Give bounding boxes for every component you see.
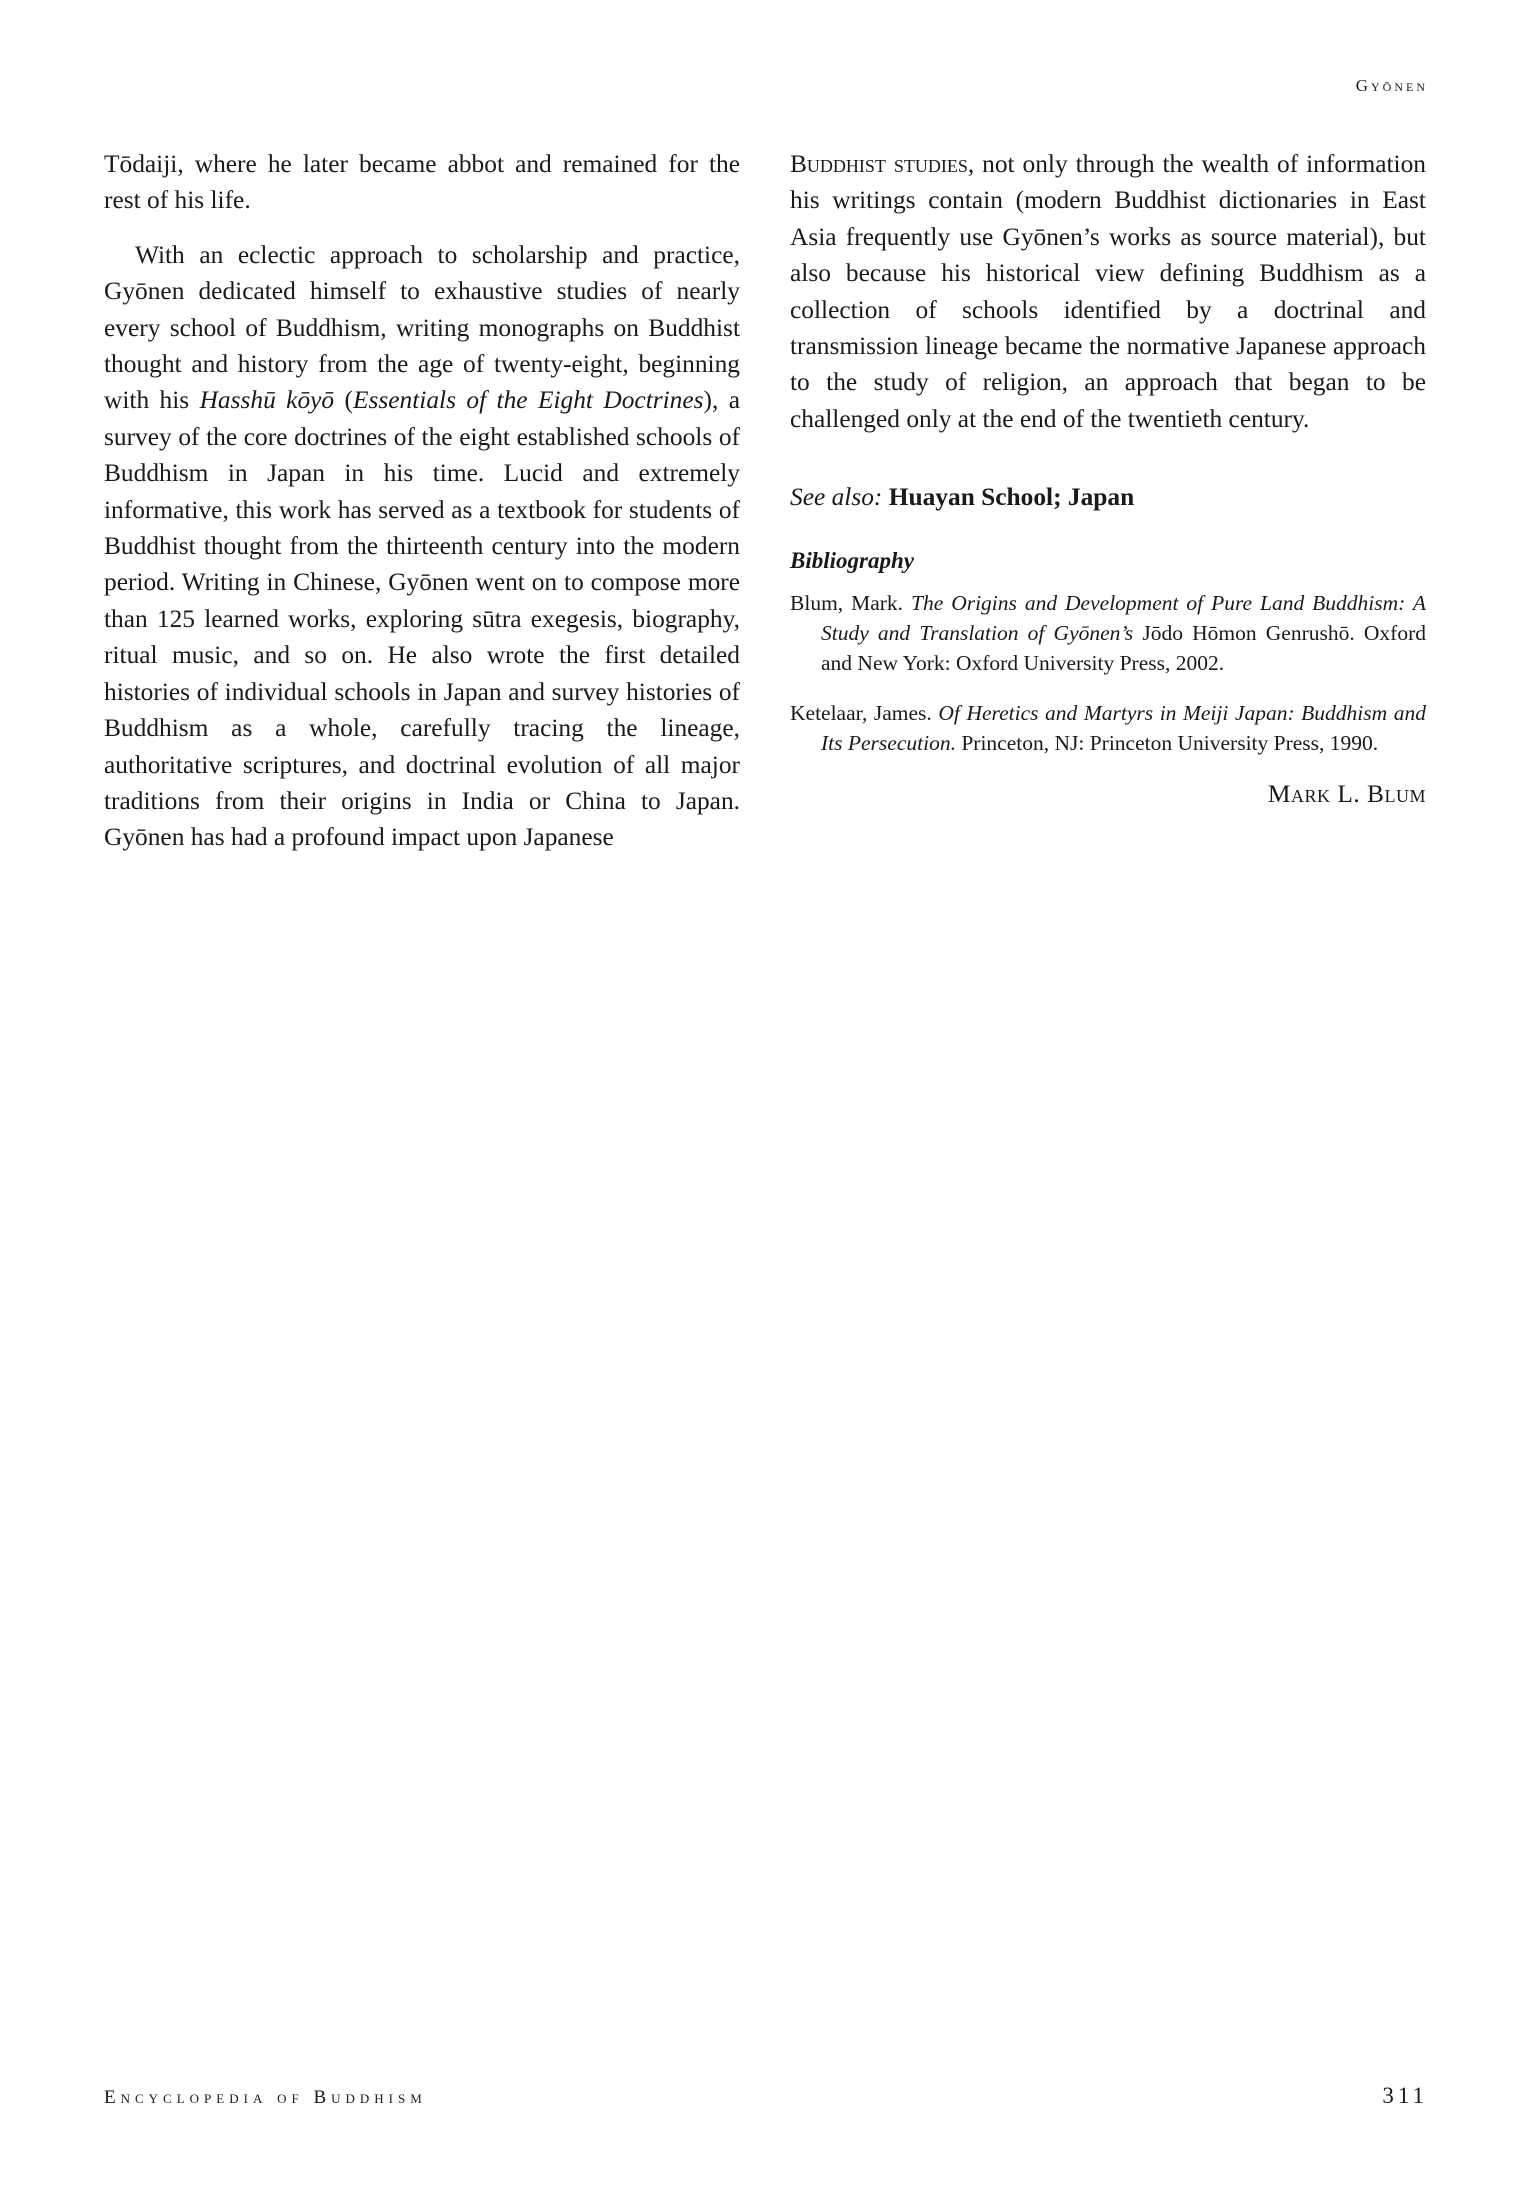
- bib-title: Of Heretics and Martyrs in Meiji Japan: Buddhism and Its Persecution.: [821, 700, 1426, 755]
- page-number: 311: [1382, 2083, 1428, 2108]
- running-head: Gyōnen: [1355, 76, 1428, 95]
- see-also-label: See also:: [790, 483, 883, 512]
- right-column: [790, 146, 1426, 812]
- see-also-links: Huayan School; Japan: [888, 483, 1135, 512]
- footer-publication: Encyclopedia of Buddhism: [104, 2087, 427, 2108]
- bib-title: The Origins and Development of Pure Land Buddhism: A Study and Translation of Gyōnen’s: [821, 590, 1426, 645]
- work-title-translation: Essentials of the Eight Doctrines: [353, 386, 704, 415]
- bibliography-entry: [790, 588, 1426, 678]
- bib-details: Jōdo Hōmon Genrushō. Oxford and New York: Oxford University Press, 2002.: [821, 620, 1426, 675]
- paragraph: [790, 146, 1426, 437]
- author-signature: Mark L. Blum: [1267, 779, 1426, 808]
- bibliography-heading: Bibliography: [790, 547, 914, 573]
- left-column: [104, 146, 740, 856]
- bib-author: Ketelaar, James.: [790, 700, 939, 725]
- paragraph-text: ), a survey of the core doctrines of the eight established schools of Buddhism in Japan in his time. Lucid and extremely informative, this work has served as a textbook for students of Buddhist thought from the thirteenth century into the modern period. Writing in Chinese, Gyōnen went on to compose more than 125 learned works, exploring sūtra exegesis, biography, ritual music, and so on. He also wrote the first detailed histories of individual schools in Japan and survey histories of Buddhism as a whole, carefully tracing the lineage, authoritative scriptures, and doctrinal evolution of all major traditions from their origins in India or China to Japan. Gyōnen has had a profound impact upon Japanese: [104, 386, 741, 852]
- paragraph: [104, 237, 740, 856]
- paragraph-text: (: [334, 386, 353, 415]
- bibliography-entry: [790, 698, 1426, 758]
- paragraph-text: , not only through the wealth of information his writings contain (modern Buddhist dictionaries in East Asia frequently use Gyōnen’s works as source material), but also because his historical view defining Buddhism as a collection of schools identified by a doctrinal and transmission lineage became the normative Japanese approach to the study of religion, an approach that began to be challenged only at the end of the twentieth century.: [790, 150, 1426, 433]
- paragraph-text: With an eclectic approach to scholarship and practice, Gyōnen dedicated himself to exhaustive studies of nearly every school of Buddhism, writing monographs on Buddhist thought and history from the age of twenty-eight, beginning with his: [104, 240, 740, 415]
- bib-author: Blum, Mark.: [790, 590, 911, 615]
- paragraph: Tōdaiji, where he later became abbot and remained for the rest of his life.: [104, 150, 740, 215]
- work-title: Hasshū kōyō: [199, 386, 335, 415]
- see-also: [790, 479, 1426, 515]
- cross-reference: Buddhist studies: [790, 150, 968, 178]
- bib-details: Princeton, NJ: Princeton University Press, 1990.: [955, 730, 1379, 755]
